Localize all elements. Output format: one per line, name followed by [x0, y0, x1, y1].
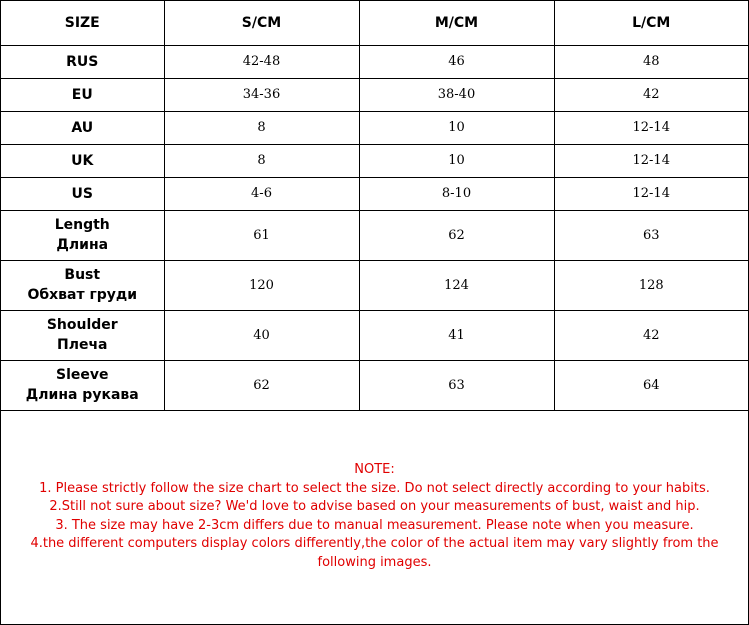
header-s: S/CM	[164, 1, 359, 45]
row-label-length-ru: Длина	[56, 237, 109, 253]
row-label-bust-en: Bust	[64, 267, 101, 283]
cell-eu-l: 42	[554, 78, 748, 111]
cell-uk-m: 10	[359, 144, 554, 177]
cell-sleeve-m: 63	[359, 360, 554, 410]
cell-au-m: 10	[359, 111, 554, 144]
row-label-sleeve-ru: Длина рукава	[25, 387, 139, 403]
row-label-shoulder	[1, 310, 164, 360]
row-label-sleeve-en: Sleeve	[56, 367, 109, 383]
row-label-eu: EU	[1, 78, 164, 111]
table-header-row	[1, 1, 748, 45]
cell-au-s: 8	[164, 111, 359, 144]
cell-eu-s: 34-36	[164, 78, 359, 111]
cell-bust-s: 120	[164, 260, 359, 310]
cell-us-m: 8-10	[359, 177, 554, 210]
cell-shoulder-l: 42	[554, 310, 748, 360]
row-label-us: US	[1, 177, 164, 210]
notes-title: NOTE:	[354, 462, 395, 477]
table-row-au	[1, 111, 748, 144]
row-label-shoulder-ru: Плеча	[56, 337, 108, 353]
cell-rus-m: 46	[359, 45, 554, 78]
header-l: L/CM	[554, 1, 748, 45]
header-size: SIZE	[1, 1, 164, 45]
row-label-sleeve	[1, 360, 164, 410]
row-label-shoulder-en: Shoulder	[46, 317, 118, 333]
table-row-us	[1, 177, 748, 210]
note-item-2: 2.Still not sure about size? We'd love to advise based on your measurements of bust, waist and hip.	[49, 499, 700, 515]
note-item-4: 4.the different computers display colors differently,the color of the actual item may vary slightly from the following images.	[30, 536, 719, 570]
cell-uk-l: 12-14	[554, 144, 748, 177]
row-label-bust	[1, 260, 164, 310]
table-row-length	[1, 210, 748, 260]
row-label-bust-ru: Обхват груди	[27, 287, 138, 303]
note-item-3: 3. The size may have 2-3cm differs due to manual measurement. Please note when you measure.	[55, 517, 694, 533]
table-row-sleeve	[1, 360, 748, 410]
note-item-1: 1. Please strictly follow the size chart to select the size. Do not select directly according to your habits.	[39, 480, 710, 496]
notes-block	[1, 461, 748, 573]
row-label-rus: RUS	[1, 45, 164, 78]
cell-shoulder-m: 41	[359, 310, 554, 360]
table-row-rus	[1, 45, 748, 78]
cell-shoulder-s: 40	[164, 310, 359, 360]
table-row-bust	[1, 260, 748, 310]
header-m: M/CM	[359, 1, 554, 45]
table-row-shoulder	[1, 310, 748, 360]
cell-length-s: 61	[164, 210, 359, 260]
cell-bust-l: 128	[554, 260, 748, 310]
table-row-eu	[1, 78, 748, 111]
cell-rus-s: 42-48	[164, 45, 359, 78]
row-label-length	[1, 210, 164, 260]
cell-bust-m: 124	[359, 260, 554, 310]
cell-uk-s: 8	[164, 144, 359, 177]
cell-sleeve-l: 64	[554, 360, 748, 410]
cell-us-s: 4-6	[164, 177, 359, 210]
row-label-au: AU	[1, 111, 164, 144]
cell-eu-m: 38-40	[359, 78, 554, 111]
cell-length-l: 63	[554, 210, 748, 260]
cell-length-m: 62	[359, 210, 554, 260]
size-table	[1, 1, 748, 411]
cell-us-l: 12-14	[554, 177, 748, 210]
cell-rus-l: 48	[554, 45, 748, 78]
row-label-length-en: Length	[54, 217, 110, 233]
cell-au-l: 12-14	[554, 111, 748, 144]
table-row-uk	[1, 144, 748, 177]
cell-sleeve-s: 62	[164, 360, 359, 410]
row-label-uk: UK	[1, 144, 164, 177]
